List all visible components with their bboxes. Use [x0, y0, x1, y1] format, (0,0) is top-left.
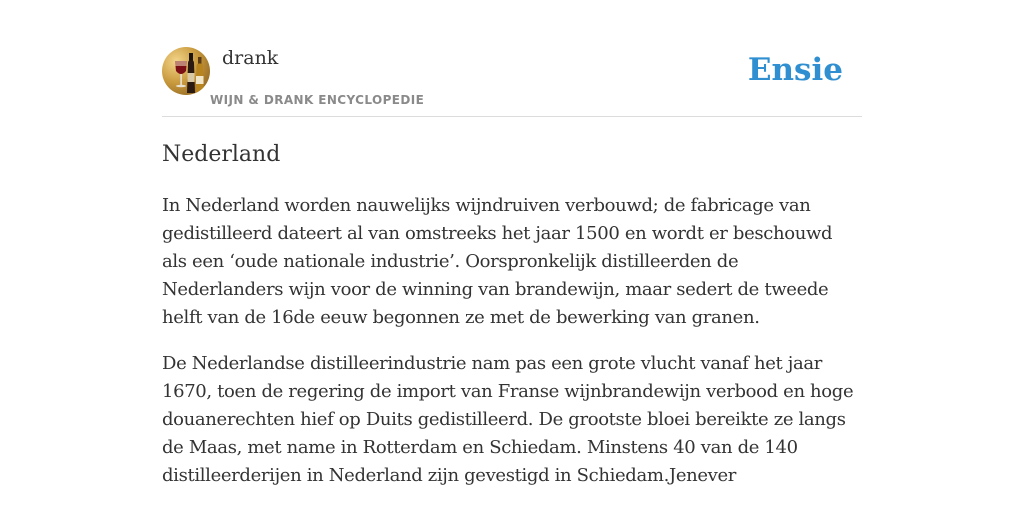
category-subtitle: WIJN & DRANK ENCYCLOPEDIE: [210, 93, 425, 107]
article-body: [162, 192, 862, 508]
brand-logo[interactable]: Ensie: [747, 52, 843, 88]
header: [162, 46, 862, 117]
article-paragraph: In Nederland worden nauwelijks wijndruiven verbouwd; de fabricage van gedistilleerd dateert al van omstreeks het jaar 1500 en wordt er beschouwd als een ‘oude nationale industrie’. Oorspronkelijk distilleerden de Nederlanders wijn voor de winning van brandewijn, maar sedert de tweede helft van de 16de eeuw begonnen ze met de bewerking van granen.: [162, 195, 833, 328]
page-title: Nederland: [162, 142, 281, 167]
article-paragraph: De Nederlandse distilleerindustrie nam pas een grote vlucht vanaf het jaar 1670, toen de regering de import van Franse wijnbrandewijn verbood en hoge douanerechten hief op Duits gedistilleerd. De grootste bloei bereikte ze langs de Maas, met name in Rotterdam en Schiedam. Minstens 40 van de 140 distilleerderijen in Nederland zijn gevestigd in Schiedam.Jenever: [162, 353, 854, 486]
wine-bottles-icon[interactable]: [162, 47, 210, 95]
category-name[interactable]: drank: [222, 47, 279, 69]
